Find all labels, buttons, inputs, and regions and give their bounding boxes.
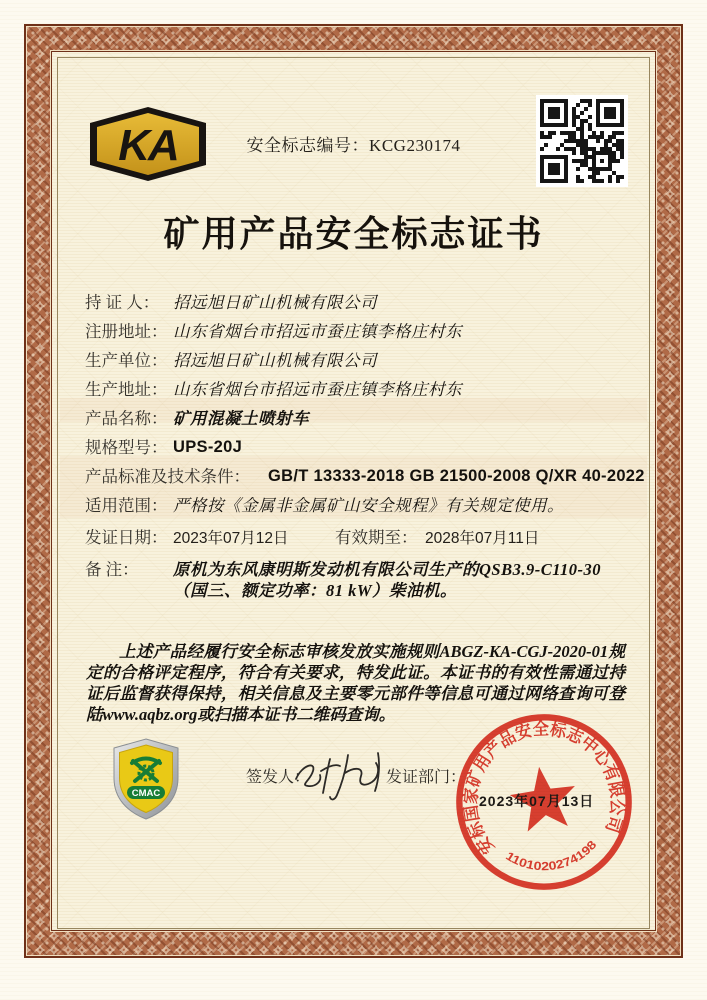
valid-until-label: 有效期至：	[335, 528, 418, 547]
field-label: 持 证 人：	[85, 293, 160, 312]
field-value: 山东省烟台市招远市蚕庄镇李格庄村东	[173, 322, 462, 341]
field-row-reg-address	[85, 321, 632, 342]
seal-ring-text: 安标国家矿用产品安全标志中心有限公司	[461, 719, 627, 858]
field-row-manufacturer	[85, 350, 632, 371]
remark-value: 原机为东风康明斯发动机有限公司生产的QSB3.9-C110-30（国三、额定功率：81 kW）柴油机。	[173, 560, 602, 600]
field-label: 产品标准及技术条件：	[85, 467, 250, 486]
qr-code	[536, 95, 628, 187]
handwritten-signature	[290, 745, 395, 805]
seal-number: 1101020274198	[503, 838, 599, 874]
certificate-number-label: 安全标志编号：	[246, 136, 370, 155]
remark-row	[85, 559, 627, 601]
field-value: 矿用混凝土喷射车	[173, 409, 309, 428]
cmac-badge	[110, 737, 182, 821]
field-row-prod-address	[85, 379, 632, 400]
field-value: UPS-20J	[173, 438, 243, 456]
valid-until-value: 2028年07月11日	[425, 530, 540, 547]
issue-date-label: 发证日期：	[85, 528, 168, 547]
field-list	[85, 292, 645, 524]
field-row-scope	[85, 495, 632, 516]
certificate-statement: 上述产品经履行安全标志审核发放实施规则ABGZ-KA-CGJ-2020-01规定的合格评定程序，符合有关要求，特发此证。本证书的有效性需通过持证后监督获得保持，相关信息及主要零元部件等信息可通过网络查询可登陆www.aqbz.org或扫描本证书二维码查询。	[86, 642, 625, 724]
field-value: 招远旭日矿山机械有限公司	[173, 351, 377, 370]
issue-date-value: 2023年07月12日	[173, 530, 289, 547]
field-row-standards	[85, 466, 645, 487]
field-value: 山东省烟台市招远市蚕庄镇李格庄村东	[173, 380, 462, 399]
issuing-department-label: 发证部门：	[386, 769, 467, 786]
field-value: 招远旭日矿山机械有限公司	[173, 293, 377, 312]
field-value: 严格按《金属非金属矿山安全规程》有关规定使用。	[173, 496, 564, 515]
signer-label: 签发人：	[246, 769, 311, 786]
seal-date: 2023年07月13日	[479, 793, 595, 809]
field-label: 产品名称：	[85, 409, 168, 428]
field-label: 注册地址：	[85, 322, 168, 341]
field-label: 适用范围：	[85, 496, 168, 515]
certificate-number-value: KCG230174	[369, 136, 461, 155]
field-label: 规格型号：	[85, 438, 168, 457]
certificate-title: 矿用产品安全标志证书	[163, 214, 544, 254]
field-row-holder	[85, 292, 632, 313]
field-label: 生产地址：	[85, 380, 168, 399]
field-row-product-name	[85, 408, 632, 429]
field-row-model	[85, 437, 632, 458]
field-label: 生产单位：	[85, 351, 168, 370]
remark-label: 备 注：	[85, 560, 139, 579]
date-row	[85, 527, 539, 549]
field-value: GB/T 13333-2018 GB 21500-2008 Q/XR 40-2022	[268, 467, 645, 485]
ka-logo-text: KA	[118, 121, 178, 170]
cmac-banner-text: CMAC	[131, 788, 161, 799]
